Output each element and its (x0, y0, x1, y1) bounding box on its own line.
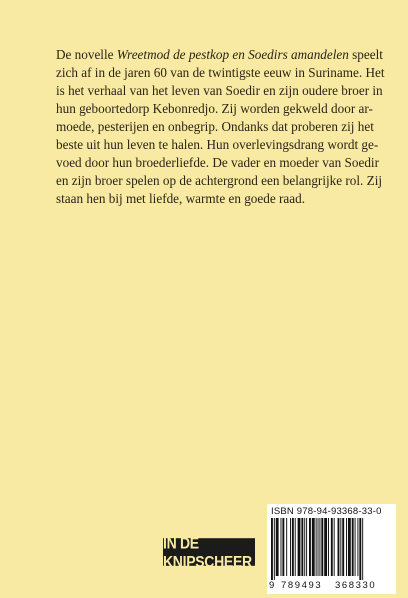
barcode-bar (352, 518, 354, 576)
barcode (267, 504, 396, 594)
barcode-bar (340, 518, 341, 576)
blurb-line-8: en zijn broer spelen op de achtergrond een belangrijke rol. Zij (56, 173, 383, 188)
barcode-bar (362, 518, 363, 580)
barcode-bar (271, 518, 273, 580)
barcode-bar (306, 518, 307, 576)
barcode-bar (290, 518, 291, 576)
barcode-bar (276, 518, 279, 576)
barcode-bar (319, 518, 320, 576)
barcode-bar (281, 518, 282, 576)
barcode-bar (286, 518, 287, 576)
barcode-bar (324, 518, 327, 576)
barcode-bar (321, 518, 323, 576)
barcode-bar (355, 518, 356, 576)
barcode-bar (342, 518, 344, 576)
barcode-digits-left: 789493 (281, 580, 323, 591)
publisher-logo (163, 533, 255, 571)
barcode-bar (312, 518, 315, 576)
barcode-bar (346, 518, 347, 576)
barcode-bar (334, 518, 335, 576)
blurb-line-9: staan hen bij met liefde, warmte en goede raad. (56, 191, 305, 206)
back-cover-blurb (56, 46, 385, 208)
isbn-label: ISBN 978-94-93368-33-0 (271, 506, 382, 517)
blurb-text: speelt (348, 47, 383, 62)
barcode-bar (309, 518, 311, 576)
barcode-bars (271, 518, 392, 580)
barcode-bar (316, 518, 317, 576)
barcode-bar (292, 518, 294, 576)
barcode-bar (348, 518, 351, 576)
book-title: Wreetmod de pestkop en Soedirs amandelen (116, 47, 349, 62)
blurb-line-7: voed door hun broederliefde. De vader en moeder van Soedir (56, 155, 379, 170)
blurb-line-3: is het verhaal van het leven van Soedir en zijn oudere broer in (56, 83, 383, 98)
barcode-bar (298, 518, 301, 576)
barcode-bar (304, 518, 305, 576)
barcode-bar (331, 518, 333, 576)
barcode-bar (318, 518, 319, 576)
publisher-name: IN DE KNIPSCHEER (163, 533, 252, 571)
barcode-bar (328, 518, 329, 576)
barcode-bar (357, 518, 358, 576)
barcode-bar (282, 518, 284, 576)
blurb-line-6: beste uit hun leven te halen. Hun overlevingsdrang wordt ge- (56, 137, 379, 152)
barcode-bar (338, 518, 340, 576)
blurb-line-5: moede, pesterijen en onbegrip. Ondanks dat proberen zij het (56, 119, 374, 134)
blurb-line-4: hun geboortedorp Kebonredjo. Zij worden gekweld door ar- (56, 101, 373, 116)
barcode-bar (301, 518, 303, 576)
barcode-digit-first: 9 (269, 580, 275, 591)
barcode-bar (274, 518, 275, 580)
blurb-line-2: zich af in de jaren 60 van de twintigste eeuw in Suriname. Het (56, 65, 385, 80)
barcode-digits-right: 368330 (335, 580, 377, 591)
blurb-text: De novelle (56, 47, 117, 62)
barcode-bar (359, 518, 361, 580)
blurb-line-1 (56, 46, 383, 64)
barcode-bar (295, 518, 296, 576)
